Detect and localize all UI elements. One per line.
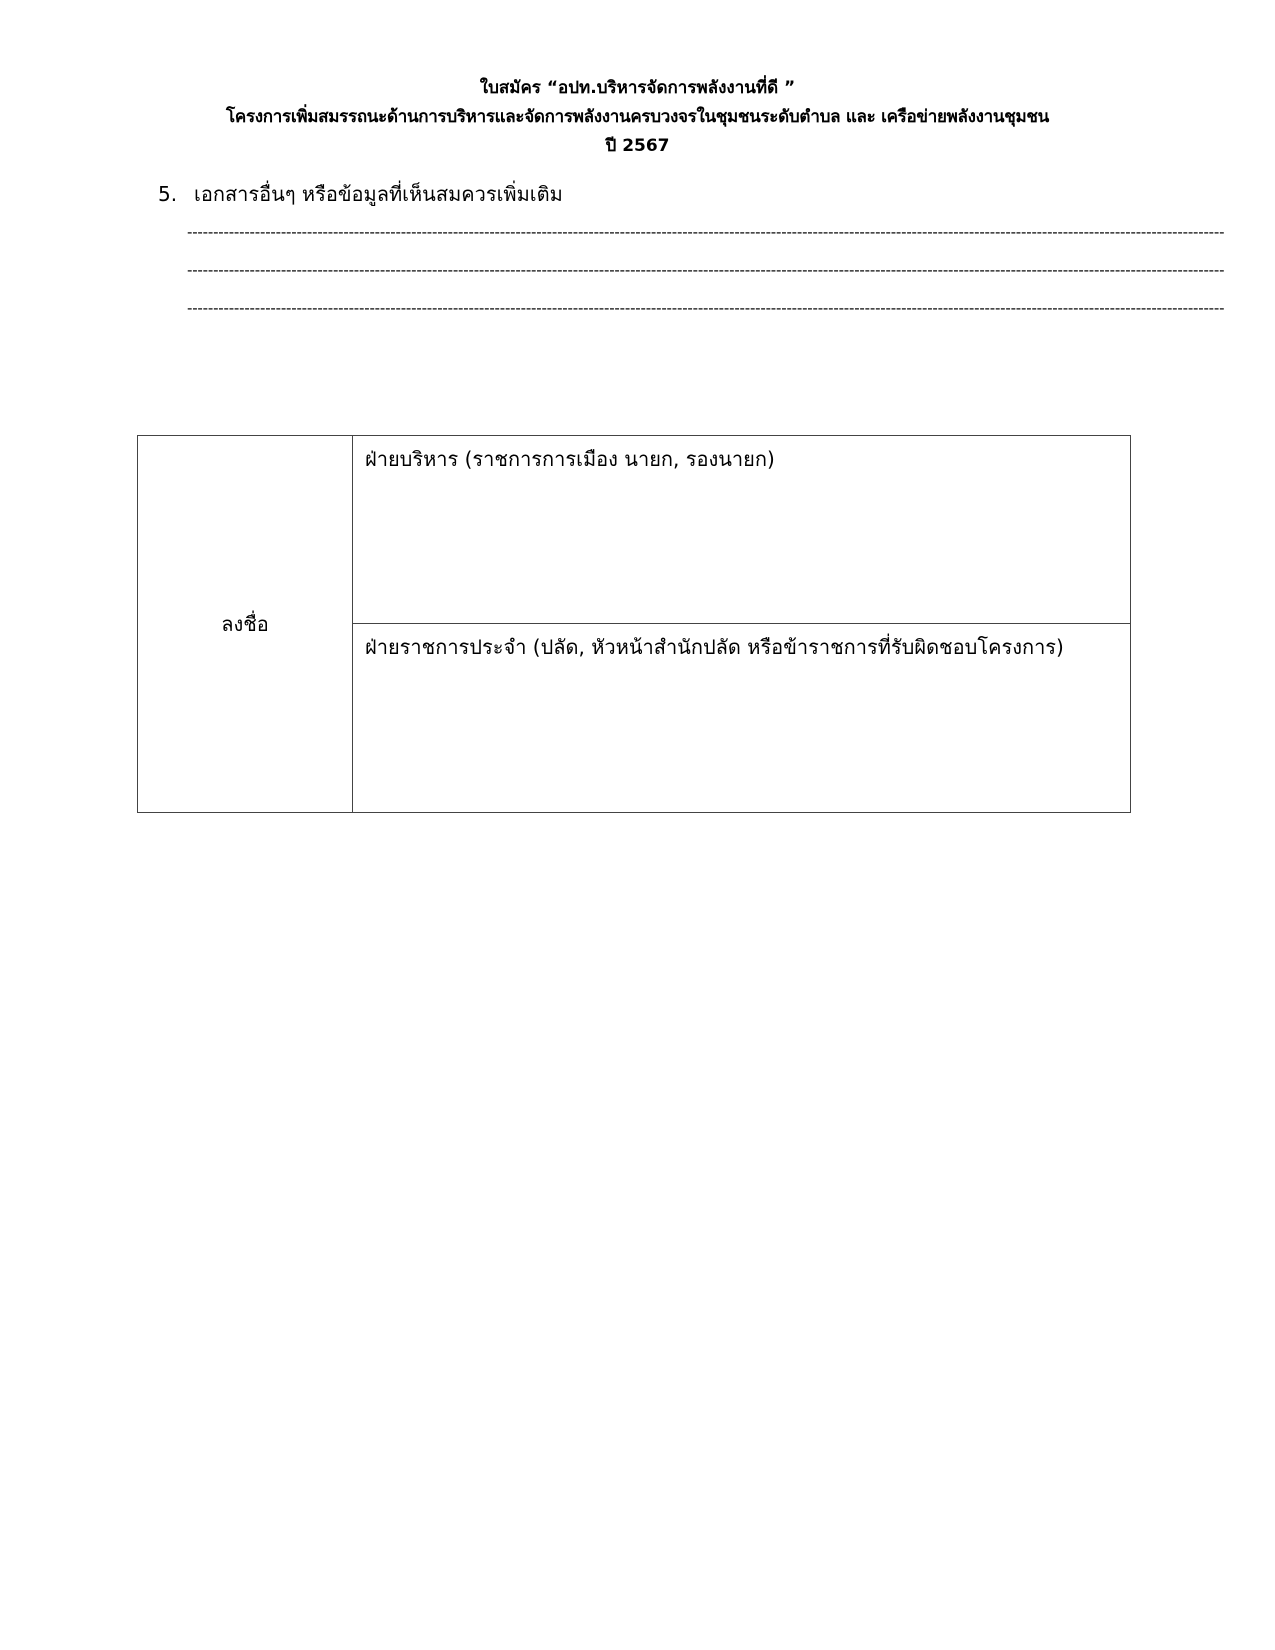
form-year: ปี 2567 xyxy=(605,136,670,156)
signature-label: ลงชื่อ xyxy=(138,436,353,813)
section-5-heading xyxy=(158,180,563,208)
executive-signature-cell[interactable]: ฝ่ายบริหาร (ราชการการเมือง นายก, รองนายก) xyxy=(353,436,1131,624)
fill-line-1[interactable]: ------------------------------------------------------------------------------------------------------------------------------------------------------------------------------------------------------- xyxy=(187,223,1225,241)
fill-line-2[interactable]: ------------------------------------------------------------------------------------------------------------------------------------------------------------------------------------------------------- xyxy=(187,261,1225,279)
signature-table xyxy=(137,435,1131,813)
fill-line-3[interactable]: ------------------------------------------------------------------------------------------------------------------------------------------------------------------------------------------------------- xyxy=(187,299,1225,317)
signature-row-executive xyxy=(138,436,1131,624)
permanent-signature-cell[interactable]: ฝ่ายราชการประจำ (ปลัด, หัวหน้าสำนักปลัด หรือข้าราชการที่รับผิดชอบโครงการ) xyxy=(353,624,1131,813)
section-number: 5. xyxy=(158,182,178,206)
section-title: เอกสารอื่นๆ หรือข้อมูลที่เห็นสมควรเพิ่มเติม xyxy=(194,182,563,206)
form-header xyxy=(0,74,1275,161)
form-title: ใบสมัคร “อปท.บริหารจัดการพลังงานที่ดี ” xyxy=(479,78,796,98)
project-title: โครงการเพิ่มสมรรถนะด้านการบริหารและจัดการพลังงานครบวงจรในชุมชนระดับตำบล และ เครือข่ายพลังงานชุมชน xyxy=(226,107,1049,127)
